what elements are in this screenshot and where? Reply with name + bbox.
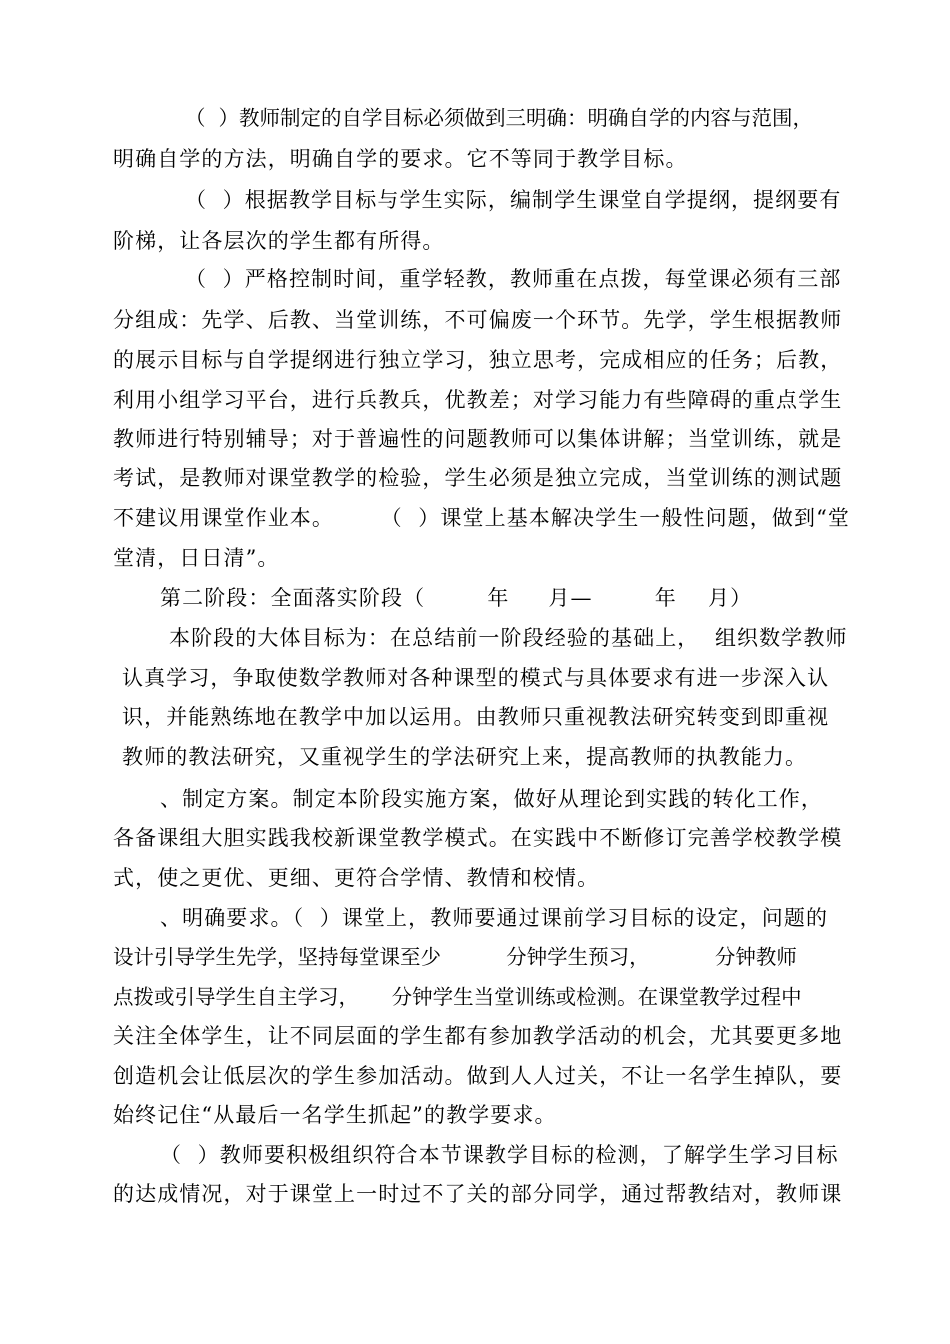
text-line: （ ）教师制定的自学目标必须做到三明确：明确自学的内容与范围， [185,106,814,130]
text-line: 创造机会让低层次的学生参加活动。做到人人过关，不让一名学生掉队，要 [113,1064,843,1088]
section-heading: 第二阶段：全面落实阶段（ 年 月— 年 月） [160,586,753,610]
text-line: 教师的教法研究，又重视学生的学法研究上来，提高教师的执教能力。 [122,745,808,769]
text-line: 阶梯，让各层次的学生都有所得。 [113,229,445,253]
text-line: 、明确要求。（ ）课堂上，教师要通过课前学习目标的设定，问题的 [160,906,829,930]
text-line: 各备课组大胆实践我校新课堂教学模式。在实践中不断修订完善学校教学模 [113,826,843,850]
text-line: 始终记住“从最后一名学生抓起”的教学要求。 [113,1103,557,1127]
text-line: 堂清，日日清”。 [113,546,280,570]
text-line: 设计引导学生先学，坚持每堂课至少 分钟学生预习， 分钟教师 [113,945,797,969]
text-line: 关注全体学生，让不同层面的学生都有参加教学活动的机会，尤其要更多地 [113,1024,843,1048]
text-line: 的展示目标与自学提纲进行独立学习，独立思考，完成相应的任务；后教， [113,348,843,372]
text-line: 点拨或引导学生自主学习， 分钟学生当堂训练或检测。在课堂教学过程中 [113,985,802,1009]
text-line: 式，使之更优、更细、更符合学情、教情和校情。 [113,866,600,890]
text-line: 、制定方案。制定本阶段实施方案，做好从理论到实践的转化工作， [160,787,823,811]
text-line: 本阶段的大体目标为：在总结前一阶段经验的基础上， 组织数学教师 [169,626,848,650]
text-line: 利用小组学习平台，进行兵教兵，优教差；对学习能力有些障碍的重点学生 [113,388,843,412]
text-line: 识，并能熟练地在教学中加以运用。由教师只重视教法研究转变到即重视 [122,705,830,729]
text-line: 明确自学的方法，明确自学的要求。它不等同于教学目标。 [113,147,688,171]
text-line: 不建议用课堂作业本。 （ ）课堂上基本解决学生一般性问题，做到“堂 [113,506,851,530]
text-line: （ ）根据教学目标与学生实际，编制学生课堂自学提纲，提纲要有 [185,188,842,212]
text-line: 认真学习，争取使数学教师对各种课型的模式与具体要求有进一步深入认 [122,666,830,690]
text-line: 考试，是教师对课堂教学的检验，学生必须是独立完成，当堂训练的测试题 [113,466,843,490]
text-line: 教师进行特别辅导；对于普遍性的问题教师可以集体讲解；当堂训练，就是 [113,427,843,451]
text-line: 分组成：先学、后教、当堂训练，不可偏废一个环节。先学，学生根据教师 [113,308,843,332]
text-line: （ ）严格控制时间，重学轻教，教师重在点拨，每堂课必须有三部 [185,267,842,291]
text-line: 的达成情况，对于课堂上一时过不了关的部分同学，通过帮教结对，教师课 [113,1182,843,1206]
text-line: （ ）教师要积极组织符合本节课教学目标的检测，了解学生学习目标 [160,1143,839,1167]
